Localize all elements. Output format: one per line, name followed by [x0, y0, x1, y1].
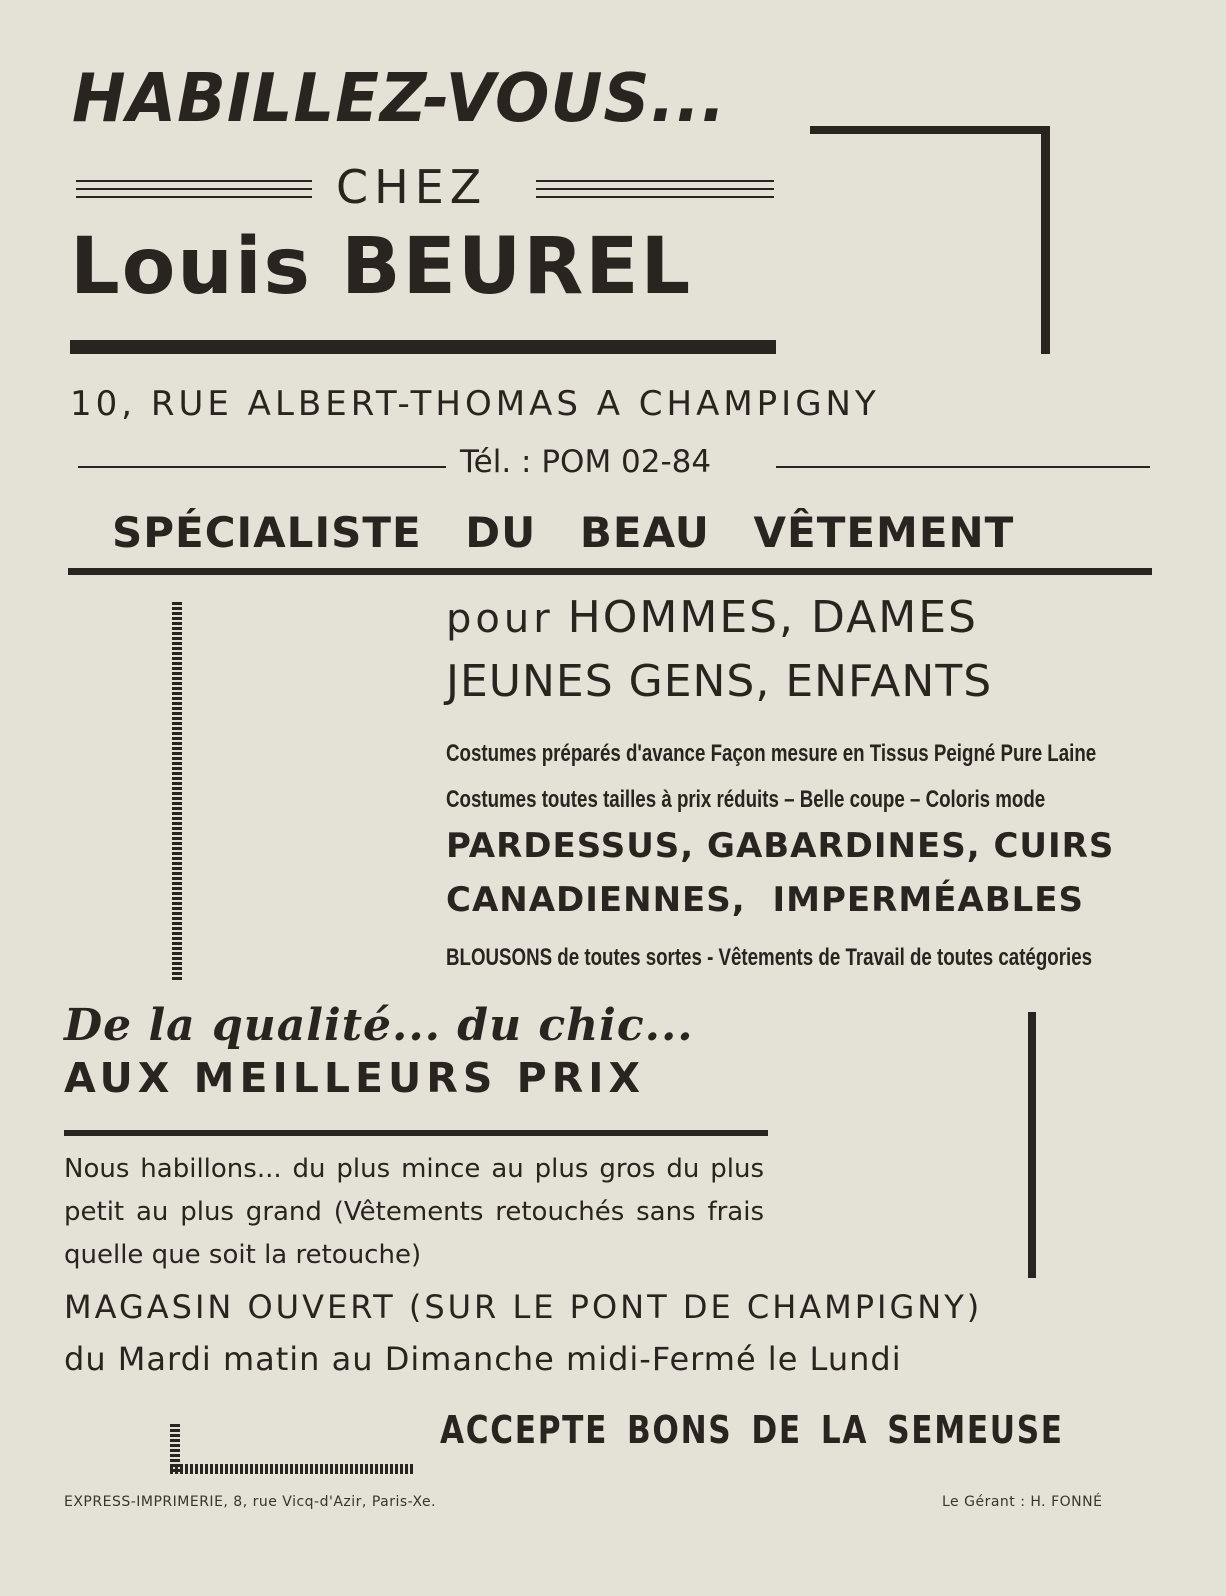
quality-tagline: De la qualité... du chic... — [64, 1000, 694, 1051]
pour-word: pour — [446, 596, 554, 642]
chez-label: CHEZ — [336, 160, 488, 214]
opening-hours: du Mardi matin au Dimanche midi-Fermé le Lundi — [64, 1340, 902, 1378]
offer-detail-1: Costumes préparés d'avance Façon mesure en Tissus Peigné Pure Laine — [446, 740, 1097, 767]
shop-name: Louis BEUREL — [70, 222, 693, 312]
dotted-corner-horizontal — [170, 1464, 414, 1474]
chez-rule-right-3 — [536, 196, 774, 198]
chez-rule-left-2 — [76, 188, 312, 190]
offer-items-2: CANADIENNES, IMPERMÉABLES — [446, 880, 1084, 920]
chez-rule-right-1 — [536, 180, 774, 182]
phone: Tél. : POM 02-84 — [460, 444, 712, 480]
best-prices: AUX MEILLEURS PRIX — [64, 1054, 646, 1102]
shop-open-notice: MAGASIN OUVERT (SUR LE PONT DE CHAMPIGNY) — [64, 1288, 983, 1326]
phone-rule-left — [78, 466, 446, 468]
dotted-vertical-bar — [172, 602, 182, 982]
offer-people-1: HOMMES, DAMES — [567, 592, 978, 643]
offer-detail-3: BLOUSONS de toutes sortes - Vêtements de Travail de toutes catégories — [446, 944, 1093, 971]
corner-frame-top — [810, 126, 1050, 134]
phone-rule-right — [776, 466, 1150, 468]
corner-frame-side — [1041, 126, 1050, 354]
chez-rule-left-3 — [76, 196, 312, 198]
quality-description: Nous habillons... du plus mince au plus gros du plus petit au plus grand (Vêtements retouchés sans frais quelle que soit la retouche) — [64, 1154, 764, 1270]
headline: HABILLEZ-VOUS... — [72, 60, 727, 138]
best-prices-underline — [64, 1130, 768, 1136]
address: 10, RUE ALBERT-THOMAS A CHAMPIGNY — [70, 384, 880, 424]
accepts-vouchers: ACCEPTE BONS DE LA SEMEUSE — [440, 1408, 1064, 1452]
specialist-heading: SPÉCIALISTE DU BEAU VÊTEMENT — [112, 508, 1015, 557]
printer-credit: EXPRESS-IMPRIMERIE, 8, rue Vicq-d'Azir, Paris-Xe. — [64, 1494, 437, 1510]
chez-rule-left-1 — [76, 180, 312, 182]
specialist-underline — [68, 568, 1152, 575]
offer-items-1: PARDESSUS, GABARDINES, CUIRS — [446, 826, 1115, 866]
offer-line-2: JEUNES GENS, ENFANTS — [446, 656, 993, 707]
offer-detail-2: Costumes toutes tailles à prix réduits – Belle coupe – Coloris mode — [446, 786, 1046, 813]
manager-credit: Le Gérant : H. FONNÉ — [942, 1494, 1103, 1510]
shop-name-underline — [70, 340, 776, 354]
offer-line-1 — [446, 592, 978, 643]
chez-rule-right-2 — [536, 188, 774, 190]
right-vertical-bar — [1028, 1012, 1036, 1278]
